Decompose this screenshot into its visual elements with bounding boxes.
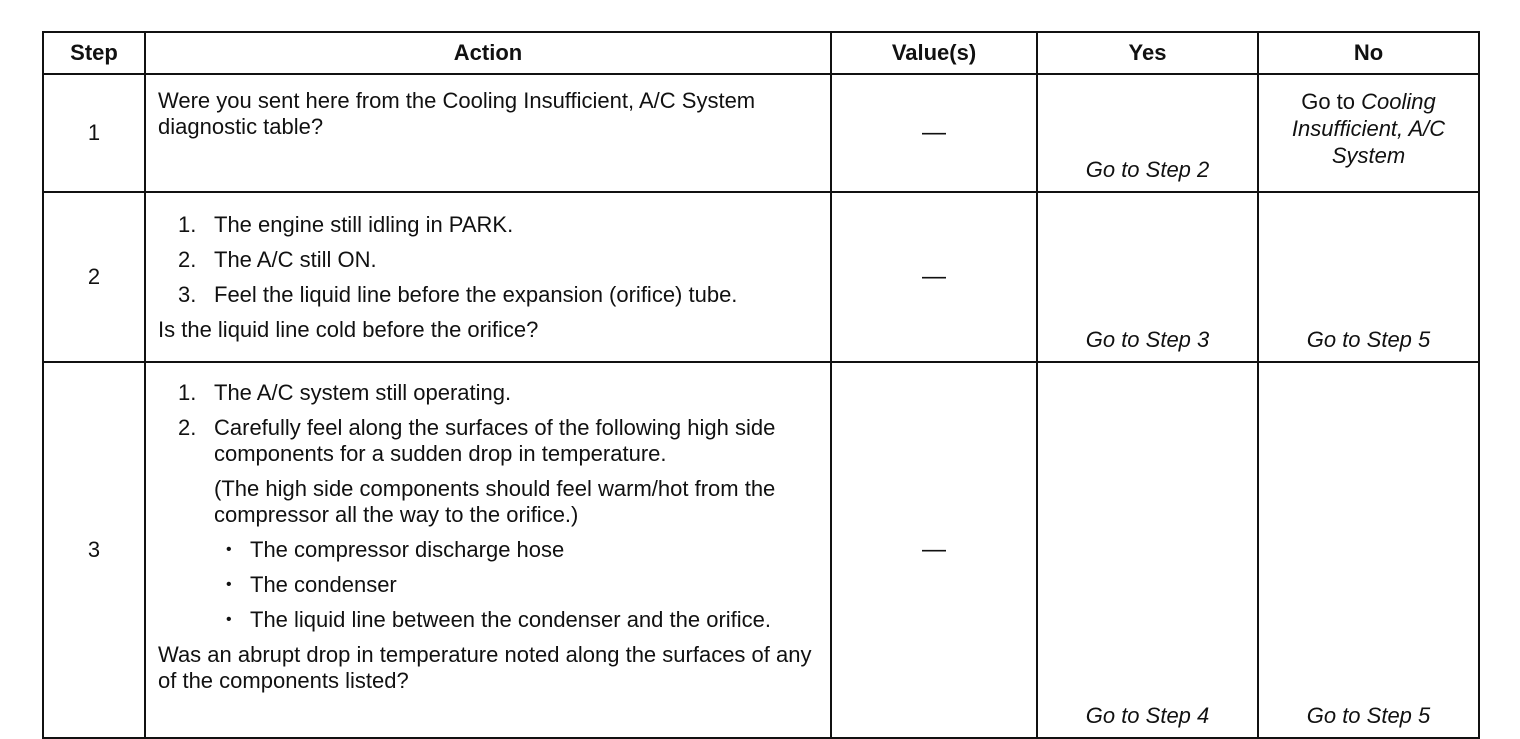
value-cell: — [831,192,1037,362]
bullet-item: • The compressor discharge hose [226,537,565,562]
numbered-item: 1. The A/C system still operating. [178,380,512,405]
header-action: Action [145,32,831,74]
action-text: Were you sent here from the Cooling Insufficient, A/C System diagnostic table? [158,88,756,139]
header-no: No [1258,32,1479,74]
numbered-item: 1. The engine still idling in PARK. [178,212,514,237]
table-row [43,362,1479,738]
value-cell: — [831,74,1037,192]
no-cell: Go to Step 5 [1258,192,1479,362]
yes-cell: Go to Step 2 [1037,74,1258,192]
header-step: Step [43,32,145,74]
header-yes: Yes [1037,32,1258,74]
no-cell: Go to Step 5 [1258,362,1479,738]
numbered-item: 3. Feel the liquid line before the expansion (orifice) tube. [178,282,738,307]
header-values: Value(s) [831,32,1037,74]
no-cell [1258,74,1479,192]
diagnostic-table [42,31,1480,739]
step-number: 3 [43,362,145,738]
note-text: (The high side components should feel warm/hot from the compressor all the way to the orifice.) [214,476,776,527]
step-number: 2 [43,192,145,362]
question-text: Is the liquid line cold before the orifice? [158,317,539,342]
table-row [43,192,1479,362]
bullet-icon: • [226,576,232,593]
yes-cell: Go to Step 3 [1037,192,1258,362]
no-link: Cooling Insufficient, A/C System [1291,89,1446,168]
action-cell [145,192,831,362]
action-cell [145,362,831,738]
action-cell [145,74,831,192]
bullet-item: • The condenser [226,572,397,597]
table-row [43,74,1479,192]
value-cell: — [831,362,1037,738]
numbered-item: 2. The A/C still ON. [178,247,377,272]
numbered-item: 2. Carefully feel along the surfaces of the following high side components for a sudden drop in temperature. [178,415,776,466]
no-prefix: Go to [1301,89,1356,114]
bullet-icon: • [226,611,232,628]
bullet-icon: • [226,541,232,558]
step-number: 1 [43,74,145,192]
question-text: Was an abrupt drop in temperature noted along the surfaces of any of the components listed? [158,642,812,693]
header-row [43,32,1479,74]
bullet-item: • The liquid line between the condenser and the orifice. [226,607,772,632]
yes-cell: Go to Step 4 [1037,362,1258,738]
